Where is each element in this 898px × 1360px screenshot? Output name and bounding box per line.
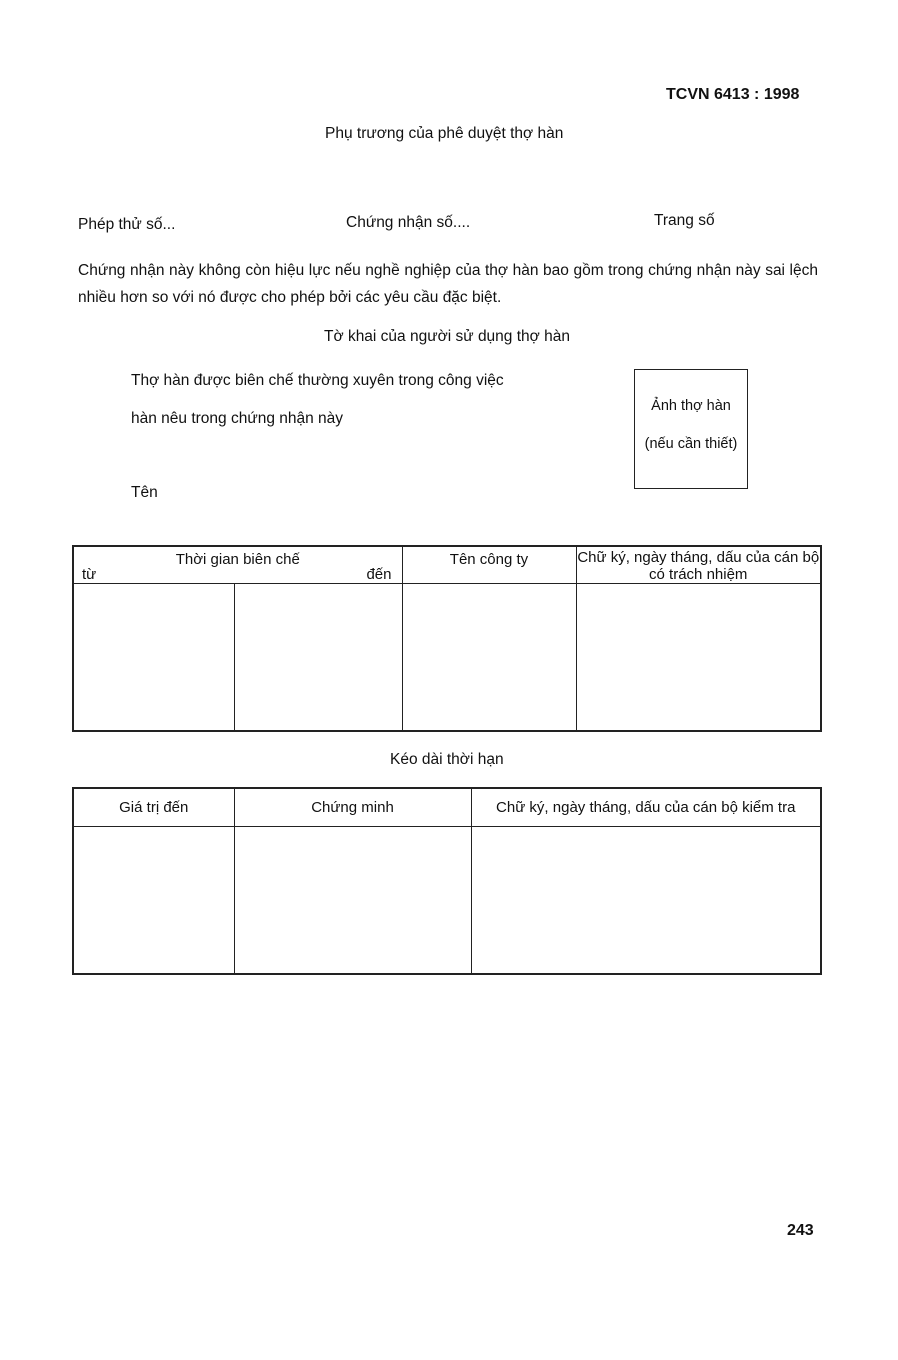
sheet-number-label: Trang số [654, 212, 715, 229]
photo-note: (nếu cần thiết) [644, 436, 738, 452]
declaration-line-2: hàn nêu trong chứng nhận này [131, 410, 344, 427]
signature-header: Chữ ký, ngày tháng, dấu của cán bộ có trách nhiệm [576, 546, 821, 584]
extension-table [72, 787, 822, 975]
welder-photo-box [634, 369, 748, 489]
to-date-cell[interactable] [234, 584, 402, 732]
company-cell[interactable] [402, 584, 576, 732]
employment-header-row [73, 546, 821, 584]
to-label: đến [366, 566, 392, 583]
validity-note: Chứng nhận này không còn hiệu lực nếu nghề nghiệp của thợ hàn bao gồm trong chứng nhận này sai lệch nhiều hơn so với nó được cho phép bởi các yêu cầu đặc biệt. [78, 262, 818, 306]
page-number: 243 [787, 1222, 814, 1239]
extension-entry-row [73, 827, 821, 975]
test-number-label: Phép thử số... [78, 216, 176, 233]
page-title: Phụ trương của phê duyệt thợ hàn [325, 125, 564, 142]
valid-until-cell[interactable] [73, 827, 234, 975]
employment-table [72, 545, 822, 732]
declaration-title: Tờ khai của người sử dụng thợ hàn [324, 328, 570, 345]
period-header-label: Thời gian biên chế [175, 551, 300, 568]
proof-cell[interactable] [234, 827, 471, 975]
valid-until-header: Giá trị đến [73, 788, 234, 827]
standard-id: TCVN 6413 : 1998 [666, 86, 800, 103]
signature-cell[interactable] [576, 584, 821, 732]
welder-name-label: Tên [131, 484, 158, 501]
extension-title: Kéo dài thời hạn [390, 751, 504, 768]
extension-header-row [73, 788, 821, 827]
inspector-signature-header: Chữ ký, ngày tháng, dấu của cán bộ kiểm tra [471, 788, 821, 827]
inspector-signature-cell[interactable] [471, 827, 821, 975]
employment-entry-row [73, 584, 821, 732]
certificate-number-label: Chứng nhận số.... [346, 214, 471, 231]
photo-caption: Ảnh thợ hàn [651, 398, 731, 414]
company-header: Tên công ty [402, 546, 576, 584]
proof-header: Chứng minh [234, 788, 471, 827]
from-label: từ [82, 566, 97, 583]
declaration-line-1: Thợ hàn được biên chế thường xuyên trong công việc [131, 372, 504, 389]
from-date-cell[interactable] [73, 584, 234, 732]
period-header [73, 546, 402, 584]
